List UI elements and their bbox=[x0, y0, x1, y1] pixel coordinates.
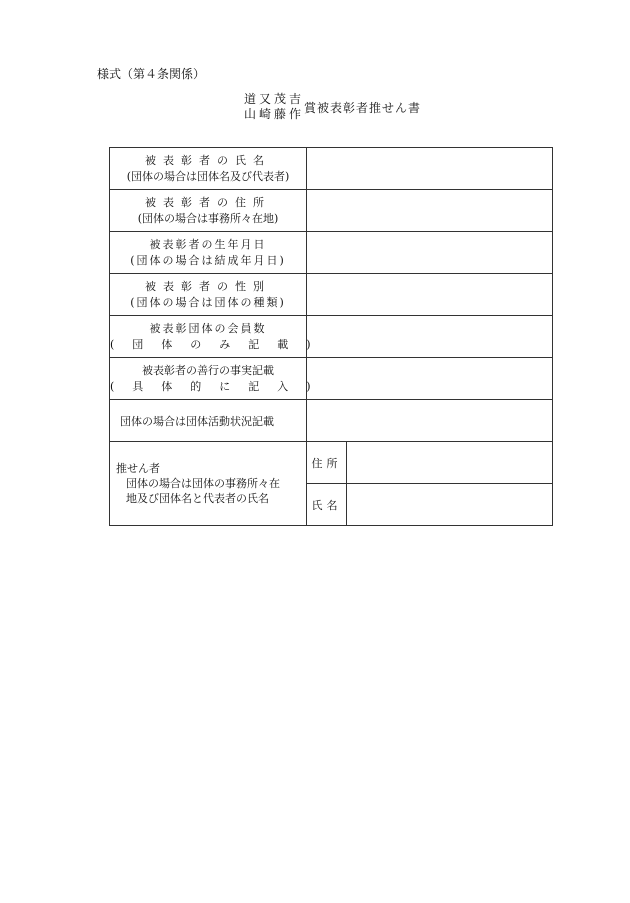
field-label-line: 被表彰者の善行の事実記載 bbox=[142, 363, 274, 377]
award-names-bottom: 山崎藤作 bbox=[244, 107, 305, 121]
field-value-member-count[interactable] bbox=[307, 316, 553, 358]
field-label-line: 被表彰者の氏名 bbox=[145, 153, 271, 167]
award-names-top: 道又茂吉 bbox=[244, 92, 305, 106]
table-row bbox=[110, 400, 553, 442]
field-value-name[interactable] bbox=[307, 148, 553, 190]
table-row bbox=[110, 148, 553, 190]
field-label-line: 被表彰者の性別 bbox=[145, 279, 271, 293]
field-label-note: (団体の場合は団体の種類) bbox=[130, 295, 286, 309]
recommender-name-value[interactable] bbox=[347, 484, 553, 526]
recommender-note-line2: 地及び団体名と代表者の氏名 bbox=[126, 492, 269, 505]
field-label-note: (具体的に記入) bbox=[110, 379, 329, 393]
table-row bbox=[110, 358, 553, 400]
field-label-gender bbox=[110, 274, 307, 316]
document-title bbox=[244, 92, 421, 122]
field-label-line: 被表彰者の住所 bbox=[145, 195, 271, 209]
field-label-note: (団体の場合は団体名及び代表者) bbox=[126, 169, 290, 183]
field-label-good-deeds bbox=[110, 358, 329, 400]
field-label-note: (団体の場合は事務所々在地) bbox=[137, 211, 279, 225]
recommender-note-line1: 団体の場合は団体の事務所々在 bbox=[126, 477, 280, 490]
recommender-address-value[interactable] bbox=[347, 442, 553, 484]
field-label-name bbox=[110, 148, 307, 190]
field-label-member-count bbox=[110, 316, 329, 358]
field-label-note: (団体のみ記載) bbox=[110, 337, 329, 351]
table-row bbox=[110, 316, 553, 358]
field-label-activity: 団体の場合は団体活動状況記載 bbox=[110, 400, 307, 442]
field-value-good-deeds[interactable] bbox=[307, 358, 553, 400]
title-suffix: 賞被表彰者推せん書 bbox=[304, 100, 422, 115]
form-number-label: 様式（第４条関係） bbox=[97, 67, 206, 81]
table-row bbox=[110, 274, 553, 316]
award-names bbox=[244, 92, 304, 122]
recommender-label-cell bbox=[110, 442, 307, 526]
recommender-address-label: 住所 bbox=[307, 442, 347, 484]
field-label-line: 被表彰者の生年月日 bbox=[149, 237, 267, 251]
field-value-birthdate[interactable] bbox=[307, 232, 553, 274]
recommender-label: 推せん者 bbox=[116, 462, 160, 475]
field-value-address[interactable] bbox=[307, 190, 553, 232]
field-label-birthdate bbox=[110, 232, 307, 274]
field-value-gender[interactable] bbox=[307, 274, 553, 316]
recommendation-form-table bbox=[109, 147, 553, 526]
table-row bbox=[110, 442, 553, 484]
field-label-address bbox=[110, 190, 307, 232]
table-row bbox=[110, 232, 553, 274]
recommender-name-label: 氏名 bbox=[307, 484, 347, 526]
table-row bbox=[110, 190, 553, 232]
field-value-activity[interactable] bbox=[307, 400, 553, 442]
field-label-note: (団体の場合は結成年月日) bbox=[130, 253, 286, 267]
field-label-line: 被表彰団体の会員数 bbox=[149, 321, 267, 335]
